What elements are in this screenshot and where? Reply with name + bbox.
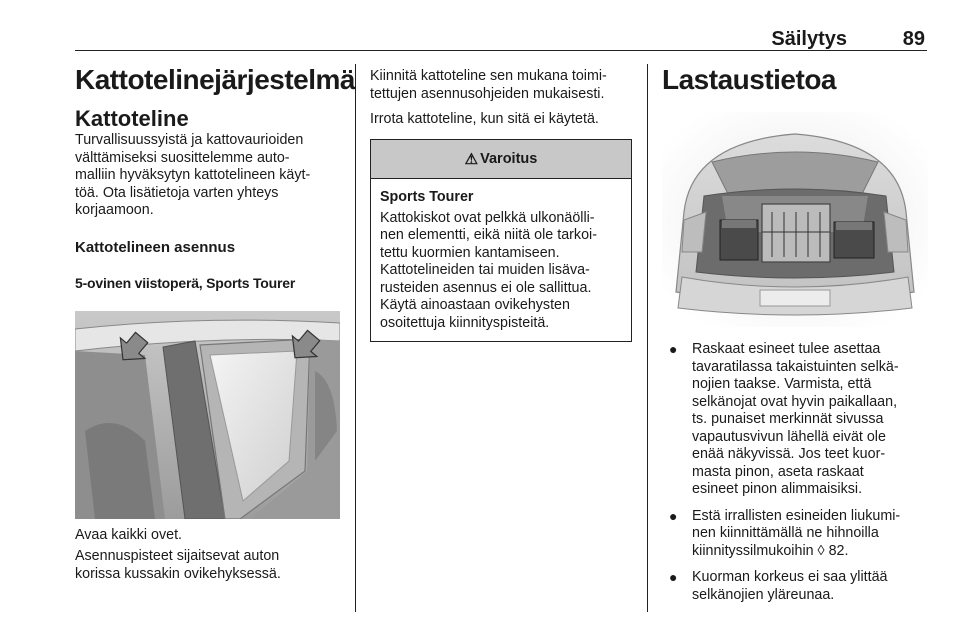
warning-label: Varoitus [480,150,538,167]
variant-heading: 5-ovinen viistoperä, Sports Tourer [75,274,296,291]
mounting-points-note: Asennuspisteet sijaitsevat auton korissa kussakin ovikehyksessä. [75,548,281,582]
instruction-open-doors: Avaa kaikki ovet. [75,526,183,543]
bullet-icon: ● [669,569,678,585]
column-divider-2 [647,64,648,612]
warning-text: Kattokiskot ovat pelkkä ulkonäölli- nen elementti, eikä niitä ole tarkoi- tettu kuormien kantamiseen. Kattotelineiden tai muiden lisäva- rusteiden asennus ei ole sallittua. Käytä ainoastaan ovikehysten osoitettuja kiinnityspisteitä. [380,209,597,331]
bullet-icon: ● [669,341,678,357]
bullet-icon: ● [669,507,678,524]
remove-rack-note: Irrota kattoteline, kun sitä ei käytetä. [370,111,599,127]
loading-tips-list [662,341,928,604]
loading-heading: Lastaustietoa [662,64,836,95]
list-item: ● Raskaat esineet tulee asettaa tavaratilassa takaistuinten selkä- nojien taakse. Varmista, että selkänojat ovat hyvin paikallaan, ts. punaiset merkinnät sivussa vapautusvivun lähellä eivät ole enää näkyvissä. Jos teet kuor- masta pinon, aseta raskaat esineet pinon alimmaisiksi. [669,341,899,497]
warning-box [370,139,632,343]
column-instructions [370,68,632,342]
cargo-area-illustration [662,112,928,327]
column-divider-1 [355,64,356,612]
column-roof-rack [75,64,355,583]
install-instructions: Kiinnitä kattoteline sen mukana toimi- tettujen asennusohjeiden mukaisesti. [370,68,607,102]
section-title: Säilytys [771,28,847,50]
chapter-heading: Kattotelinejärjestelmä [75,64,355,95]
warning-triangle-icon: ⚠ [464,150,479,168]
page-number: 89 [902,28,925,50]
warning-body [371,179,631,342]
list-item: ● Kuorman korkeus ei saa ylittää selkänojien yläreunaa. [669,569,888,603]
header-rule [75,50,927,51]
warning-header [371,140,631,179]
intro-paragraph: Turvallisuussyistä ja kattovaurioiden välttämiseksi suosittelemme auto- malliin hyväksytyn kattotelineen käyt- töä. Ota lisätietoja varten yhteys korjaamoon. [75,132,311,218]
door-frame-illustration [75,311,340,519]
install-heading: Kattotelineen asennus [75,238,236,256]
page-header [75,0,927,50]
list-item: ● Estä irrallisten esineiden liukumi- nen kiinnittämällä ne hihnoilla kiinnityssilmukoihin ◊ 82. [669,507,901,559]
column-loading-info [662,64,928,613]
subheading-roof-rack: Kattoteline [75,106,189,131]
warning-title: Sports Tourer [380,188,474,205]
